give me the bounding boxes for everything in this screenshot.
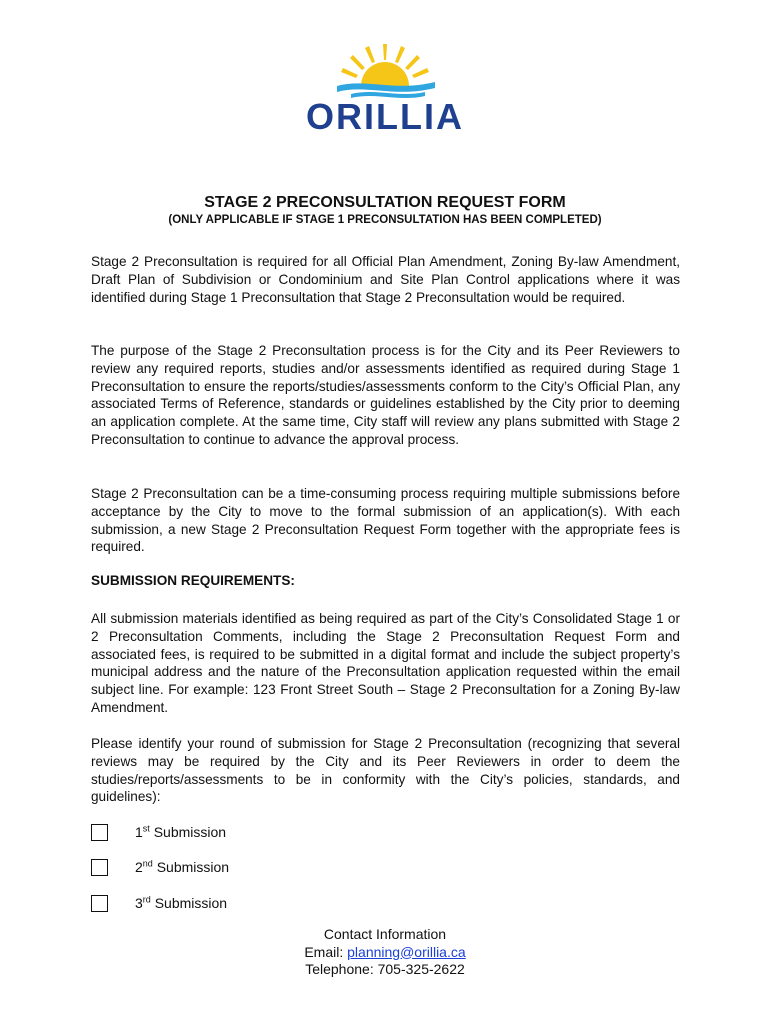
sun-and-wave-icon	[295, 42, 475, 102]
submission-2-checkbox[interactable]	[91, 859, 108, 876]
contact-email-line: Email: planning@orillia.ca	[304, 943, 466, 960]
submission-requirements-heading: SUBMISSION REQUIREMENTS:	[91, 573, 295, 588]
purpose-paragraph: The purpose of the Stage 2 Preconsultation process is for the City and its Peer Reviewers to review any required reports, studies and/or assessments identified as required during Stage 1 Preconsultation to ensure the reports/studies/assessments conform to the City’s Official Plan, any associated Terms of Reference, standards or guidelines established by the City prior to deeming an application complete. At the same time, City staff will review any plans submitted with Stage 2 Preconsultation to continue to advance the approval process.	[91, 343, 680, 447]
contact-heading: Contact Information	[323, 926, 447, 942]
submission-option-2[interactable]	[91, 856, 229, 878]
form-subtitle: (ONLY APPLICABLE IF STAGE 1 PRECONSULTATION HAS BEEN COMPLETED)	[168, 214, 602, 226]
contact-information	[0, 926, 770, 979]
orillia-logo	[295, 42, 475, 142]
submission-3-checkbox[interactable]	[91, 895, 108, 912]
contact-phone-line: Telephone: 705-325-2622	[305, 961, 465, 977]
process-paragraph: Stage 2 Preconsultation can be a time-consuming process requiring multiple submissions before acceptance by the City to move to the formal submission of an application(s). With each submission, a new Stage 2 Preconsultation Request Form together with the appropriate fees is required.	[91, 486, 680, 555]
submission-2-label: 2nd Submission	[135, 858, 230, 875]
submission-1-label: 1st Submission	[135, 823, 227, 840]
submission-1-checkbox[interactable]	[91, 824, 108, 841]
intro-paragraph: Stage 2 Preconsultation is required for all Official Plan Amendment, Zoning By-law Amendment, Draft Plan of Subdivision or Condominium and Site Plan Control applications where it was identified during Stage 1 Preconsultation that Stage 2 Preconsultation would be required.	[91, 254, 680, 305]
submission-option-1[interactable]	[91, 821, 226, 843]
round-instructions-paragraph: Please identify your round of submission for Stage 2 Preconsultation (recognizing that several reviews may be required by the City and its Peer Reviewers in order to deem the studies/reports/assessments to be in conformity with the City’s policies, standards, and guidelines):	[91, 736, 680, 805]
email-link[interactable]: planning@orillia.ca	[347, 943, 466, 960]
submission-option-3[interactable]	[91, 892, 227, 914]
submission-3-label: 3rd Submission	[135, 894, 228, 911]
form-title: STAGE 2 PRECONSULTATION REQUEST FORM	[204, 194, 566, 211]
requirements-paragraph: All submission materials identified as being required as part of the City’s Consolidated Stage 1 or 2 Preconsultation Comments, including the Stage 2 Preconsultation Request Form and associated fees, is required to be submitted in a digital format and include the subject property’s municipal address and the nature of the Preconsultation application requested within the email subject line. For example: 123 Front Street South – Stage 2 Preconsultation for a Zoning By-law Amendment.	[91, 611, 680, 715]
phone-number: 705-325-2622	[377, 961, 465, 977]
logo-wordmark: ORILLIA	[306, 96, 464, 137]
